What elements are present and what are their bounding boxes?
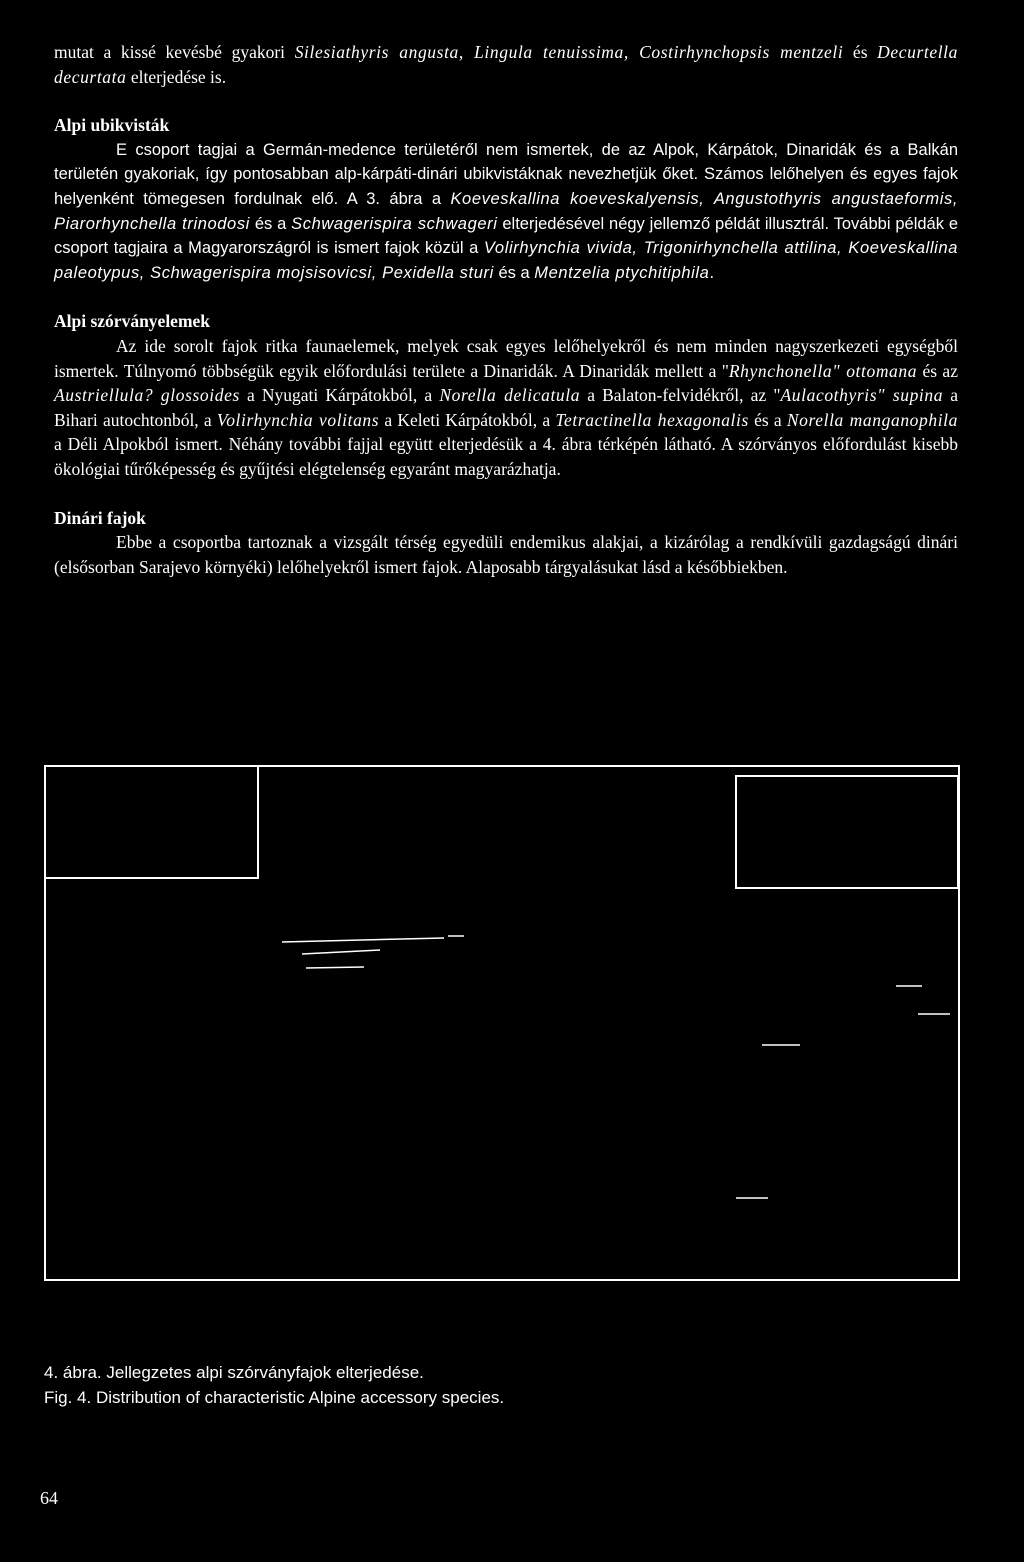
map-border <box>45 766 959 1280</box>
page-number: 64 <box>40 1488 58 1508</box>
map-stroke <box>282 938 444 942</box>
map-stroke <box>306 967 364 968</box>
page-body <box>54 40 958 579</box>
heading-alpine-sporadic: Alpi szórványelemek <box>54 311 211 332</box>
heading-alpine-ubiquists: Alpi ubikvisták <box>54 115 170 136</box>
heading-dinaric-species: Dinári fajok <box>54 507 146 528</box>
paragraph-dinaric-species: Ebbe a csoportba tartoznak a vizsgált térség egyedüli endemikus alakjai, a kizárólag a rendkívüli gazdagságú dinári (elsősorban Sarajevo környéki) lelőhelyekről ismert fajok. Alaposabb tárgyalásukat lásd a későbbiekben. <box>54 532 958 577</box>
map-inset-left <box>45 766 258 878</box>
caption-hungarian: 4. ábra. Jellegzetes alpi szórványfajok elterjedése. <box>44 1363 424 1382</box>
map-frame <box>44 764 960 1284</box>
figure-caption <box>44 1360 504 1410</box>
map-stroke <box>302 950 380 954</box>
paragraph-alpine-ubiquists: E csoport tagjai a Germán-medence területéről nem ismertek, de az Alpok, Kárpátok, Dinaridák és a Balkán területén gyakoriak, így pontosabban alp-kárpáti-dinári ubikvistáknak nevezhetjük őket. Számos lelőhelyen és egyes fajok helyenként tömegesen fordulnak elő. A 3. ábra a Koeveskallina koeveskalyensis, Angustothyris angustaeformis, Piarorhynchella trinodosi és a Schwagerispira schwageri elterjedésével négy jellemző példát illusztrál. További példák e csoport tagjaira a Magyarországról is ismert fajok közül a Volirhynchia vivida, Trigonirhynchella attilina, Koeveskallina paleotypus, Schwagerispira mojsisovicsi, Pexidella sturi és a Mentzelia ptychitiphila. <box>54 140 958 282</box>
figure-4-map <box>44 764 960 1284</box>
paragraph-intro: mutat a kissé kevésbé gyakori Silesiathyris angusta, Lingula tenuissima, Costirhynchopsis mentzeli és Decurtella decurtata elterjedése is. <box>54 42 958 87</box>
caption-english: Fig. 4. Distribution of characteristic Alpine accessory species. <box>44 1388 505 1407</box>
map-inset-right <box>736 776 958 888</box>
paragraph-alpine-sporadic: Az ide sorolt fajok ritka faunaelemek, melyek csak egyes lelőhelyekről és nem minden nagyszerkezeti egységből ismertek. Túlnyomó többségük egyik előfordulási területe a Dinaridák. A Dinaridák mellett a "Rhynchonella" ottomana és az Austriellula? glossoides a Nyugati Kárpátokból, a Norella delicatula a Balaton-felvidékről, az "Aulacothyris" supina a Bihari autochtonból, a Volirhynchia volitans a Keleti Kárpátokból, a Tetractinella hexagonalis és a Norella manganophila a Déli Alpokból ismert. Néhány további fajjal együtt elterjedésük a 4. ábra térképén látható. A szórványos előfordulást kisebb ökológiai tűrőképesség és gyűjtési elégtelenség egyaránt magyarázhatja. <box>54 335 959 479</box>
